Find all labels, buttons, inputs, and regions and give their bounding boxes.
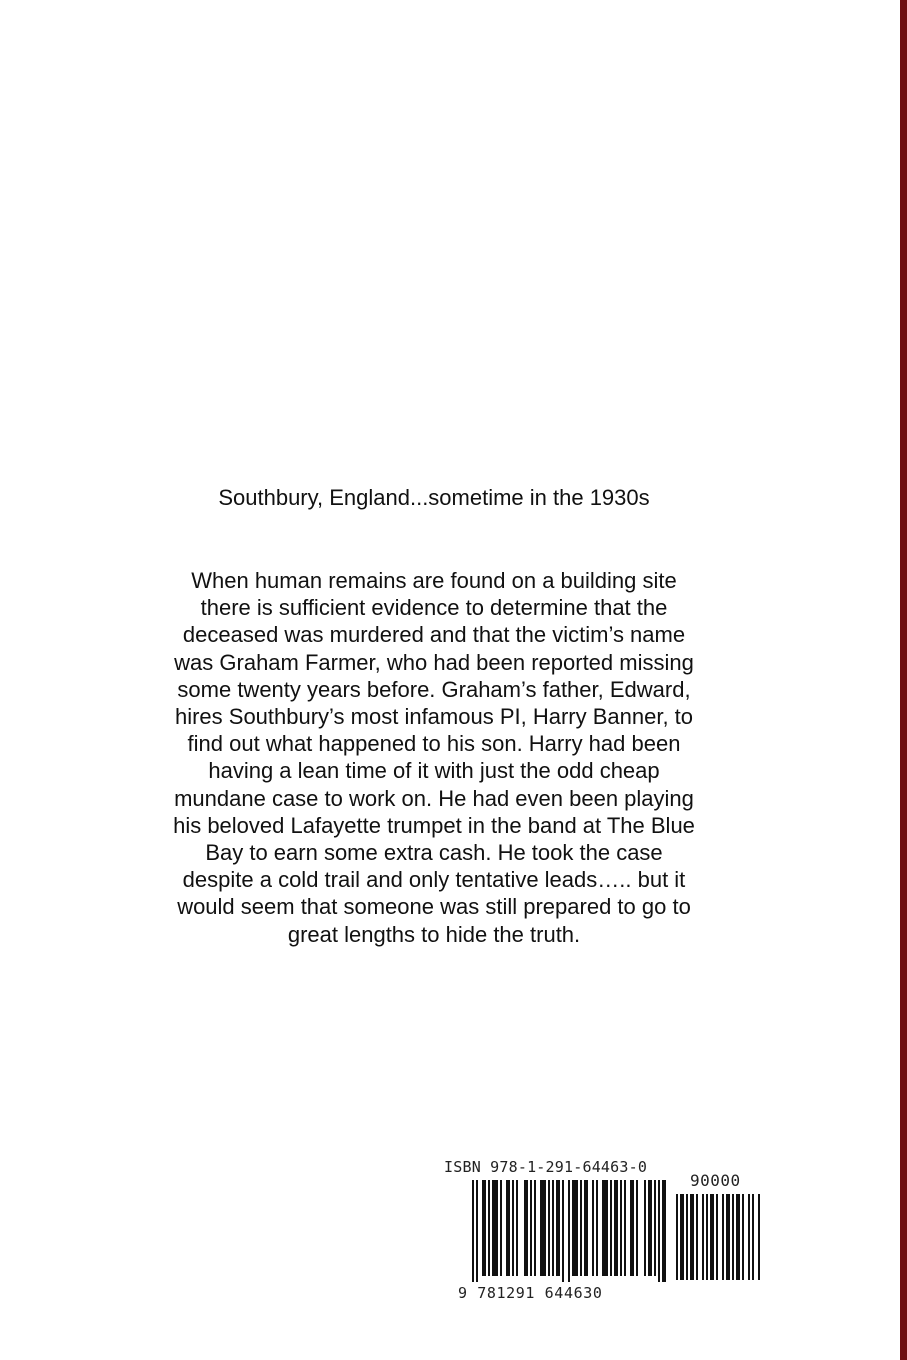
barcode-bar (748, 1194, 750, 1280)
barcode-bars-main (472, 1180, 672, 1284)
barcode-bar (736, 1194, 740, 1280)
tagline: Southbury, England...sometime in the 1930s (218, 485, 650, 510)
isbn-label: ISBN 978-1-291-64463-0 (444, 1158, 648, 1176)
barcode-bar (662, 1180, 666, 1282)
barcode-bar (530, 1180, 532, 1276)
barcode-bar (580, 1180, 582, 1276)
blurb-line: his beloved Lafayette trumpet in the band at The Blue (173, 812, 695, 838)
blurb-line: would seem that someone was still prepared to go to (177, 894, 691, 920)
blurb-line: When human remains are found on a building site (191, 568, 677, 593)
barcode-bar (552, 1180, 554, 1276)
barcode-bar (512, 1180, 514, 1276)
barcode-bar (686, 1194, 688, 1280)
back-cover-blurb (134, 567, 734, 948)
barcode-bar (644, 1180, 646, 1276)
barcode-bar (654, 1180, 656, 1276)
barcode-bar (584, 1180, 588, 1276)
barcode-bar (702, 1194, 704, 1280)
barcode-bar (630, 1180, 634, 1276)
barcode-bar (488, 1180, 490, 1276)
barcode-bar (556, 1180, 560, 1276)
isbn-barcode (444, 1158, 774, 1308)
blurb-line: mundane case to work on. He had even been playing (174, 785, 694, 811)
blurb-line: was Graham Farmer, who had been reported missing (174, 649, 694, 675)
barcode-bar (752, 1194, 754, 1280)
barcode-bars-addon (676, 1194, 766, 1284)
barcode-bar (690, 1194, 694, 1280)
barcode-bar (500, 1180, 502, 1276)
blurb-line: despite a cold trail and only tentative leads….. but it (182, 867, 686, 893)
barcode-bar (476, 1180, 478, 1282)
barcode-bar (732, 1194, 734, 1280)
barcode-bar (602, 1180, 608, 1276)
barcode-bar (596, 1180, 598, 1276)
blurb-line: Bay to earn some extra cash. He took the case (205, 840, 663, 866)
barcode-bar (648, 1180, 652, 1276)
barcode-bar (636, 1180, 638, 1276)
barcode-bar (482, 1180, 486, 1276)
blurb-line: having a lean time of it with just the odd cheap (208, 758, 660, 784)
barcode-bar (658, 1180, 660, 1282)
barcode-bar (722, 1194, 724, 1280)
barcode-bar (524, 1180, 528, 1276)
barcode-bar (568, 1180, 570, 1282)
spine-edge (900, 0, 907, 1360)
barcode-bar (680, 1194, 684, 1280)
barcode-bar (548, 1180, 550, 1276)
price-code: 90000 (690, 1171, 741, 1190)
barcode-bar (562, 1180, 564, 1282)
barcode-bar (534, 1180, 536, 1276)
barcode-bar (676, 1194, 678, 1280)
barcode-bar (592, 1180, 594, 1276)
barcode-bar (726, 1194, 730, 1280)
blurb-line: great lengths to hide the truth. (287, 921, 581, 947)
barcode-bar (696, 1194, 698, 1280)
blurb-line: there is sufficient evidence to determine that the (200, 595, 668, 621)
barcode-digits: 9 781291 644630 (458, 1284, 603, 1302)
barcode-bar (620, 1180, 622, 1276)
barcode-bar (572, 1180, 578, 1276)
barcode-bar (710, 1194, 714, 1280)
barcode-bar (492, 1180, 498, 1276)
barcode-bar (540, 1180, 546, 1276)
barcode-bar (614, 1180, 618, 1276)
blurb-line: find out what happened to his son. Harry had been (187, 731, 681, 757)
barcode-bar (624, 1180, 626, 1276)
blurb-line: deceased was murdered and that the victim’s name (182, 622, 686, 648)
barcode-bar (758, 1194, 760, 1280)
barcode-bar (506, 1180, 510, 1276)
barcode-bar (610, 1180, 612, 1276)
barcode-bar (516, 1180, 518, 1276)
blurb-line: hires Southbury’s most infamous PI, Harry Banner, to (174, 704, 694, 730)
barcode-bar (472, 1180, 474, 1282)
barcode-bar (742, 1194, 744, 1280)
blurb-line: some twenty years before. Graham’s father, Edward, (177, 676, 691, 702)
barcode-bar (716, 1194, 718, 1280)
barcode-bar (706, 1194, 708, 1280)
